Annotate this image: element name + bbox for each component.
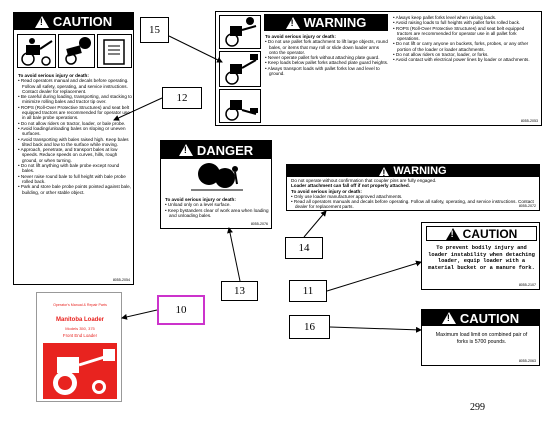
decal-danger-header: ! DANGER — [161, 141, 271, 159]
decal-part-number: 8055-2053 — [520, 119, 538, 123]
list-item: • Do not allow riders on tractor, loader, or forks. — [393, 52, 539, 57]
callout-12: 12 — [162, 87, 202, 109]
decal-coupler-header: ! WARNING — [287, 165, 539, 177]
manual-top-text: Operator's Manual & Repair Parts — [53, 303, 107, 307]
decal-part-number: 8055-2054 — [112, 278, 130, 282]
callout-14: 14 — [285, 237, 323, 259]
list-item: • Do not lift anything with bale probe except round bales. — [18, 163, 132, 174]
list-item: • Keep bystanders clear of work area when loading and unloading bales. — [165, 208, 269, 219]
list-item: • Do not allow riders on tractor, loader, or bale probe. — [18, 121, 132, 126]
list-item: • Read all operators manuals and decals before operating. Follow all safety, operating, and service instructions. Contact dealer for replacement parts. — [291, 199, 537, 210]
manual-model: Models 350, 375 — [65, 326, 95, 331]
list-item: • Avoid loading/unloading bales on sloping or uneven surfaces. — [18, 126, 132, 137]
list-item: • Park and store bale probe points pointed against bale, building, or other stable object. — [18, 184, 132, 195]
list-item: • ROPS (Roll-Over Protective Structures) and seat belt equipped tractors are recommended for operator use in all bale probe operations. — [18, 105, 132, 121]
decal-caution-body: Maximum load limit on combined pair of forks is 5700 pounds. — [435, 332, 528, 345]
decal-part-number: 8055-2063 — [518, 359, 536, 363]
decal-caution-body: To prevent bodily injury and loader instability when detaching loader, equip loader with a material bucket or a manure fork. — [428, 245, 535, 271]
list-item: • Always keep pallet forks level when raising loads. — [393, 15, 539, 20]
list-item: • Keep loads below pallet forks attached plate guard heights. — [265, 60, 389, 65]
decal-caution-text: To avoid serious injury or death: • Read operators manual and decals before operating. Follow all safety, operating, and service instructions. Contact dealer for replacement. • Be careful during loading, transporting, and stacking to minimize rolling bales and tractor tip over. • ROPS (Roll-Over Protective Structures) and seat belt equipped tractors are recommended for operator use in all bale probe operations. • Do not allow riders on tractor, loader, or bale probe. • Avoid loading/unloading bales on sloping or uneven surfaces. • Avoid transporting with bales raised high. Keep bales tilted back and low to the surface while moving. • Approach, penetrate, and transport bales at low speeds. Reduce speeds on curves, hills, rough ground, or when turning. • Do not lift anything with bale probe except round bales. • Never raise round bale to full height with bale probe rolled back. • Park and store bale probe points pointed against bale, building, or other stable object. — [18, 73, 132, 195]
decal-part-number: 8055-2107 — [518, 283, 536, 287]
decal-part-number: 8055-2072 — [518, 204, 536, 208]
callout-10: 10 — [157, 295, 205, 325]
list-item: • Read operators manual and decals before operating. Follow all safety, operating, and service instructions. Contact dealer for replacement. — [18, 78, 132, 94]
decal-warning-header: ! WARNING — [264, 14, 388, 31]
list-item: • Do not use pallet fork attachment to lift large objects, round bales, or items that may roll or slide down loader arms onto the operator. — [265, 39, 389, 55]
list-item: • Do not lift or carry anyone on buckets, forks, probes, or any other portion of the loader or loader attachments. — [393, 41, 539, 52]
list-item: • Avoid transporting with bales raised high. Keep bales tilted back and low to the surface while moving. — [18, 137, 132, 148]
callout-15: 15 — [140, 17, 169, 43]
list-item: • Unload only on a level surface. — [165, 202, 269, 207]
list-item: • Approach, penetrate, and transport bales at low speeds. Reduce speeds on curves, hills, rough ground, or when turning. — [18, 147, 132, 163]
page-number: 299 — [470, 402, 485, 413]
decal-coupler-text: Do not operate without confirmation that coupler pins are fully engaged. Loader attachment can fall off if not properly attached. To avoid serious injury or death: • Only use loader manufacturer approved attachments. • Read all operators manuals and decals before operating. Follow all safety, operating, and service instructions. Contact dealer for replacement parts. — [291, 178, 537, 210]
decal-warning-text-left: To avoid serious injury or death: • Do not use pallet fork attachment to lift large objects, round bales, or items that may roll or slide down loader arms onto the operator. • Never operate pallet fork without attaching plate guard. • Keep loads below pallet forks attached plate guard heights. • Always transport loads with pallet forks low and level to ground. — [265, 34, 389, 76]
manual-subtitle: Front End Loader — [62, 333, 98, 338]
callout-16: 16 — [289, 315, 330, 339]
decal-part-number: 8055-2076 — [250, 222, 268, 226]
list-item: • Avoid raising loads to full heights with pallet forks rolled back. — [393, 20, 539, 25]
decal-caution-header: ! CAUTION — [422, 310, 539, 326]
decal-caution-header: ! CAUTION — [426, 226, 537, 241]
list-item: • Be careful during loading, transporting, and stacking to minimize rolling bales and tractor tip over. — [18, 94, 132, 105]
manual-title: Manitoba Loader — [55, 317, 104, 323]
decal-caution-header: ! CAUTION — [14, 13, 133, 30]
callout-11: 11 — [289, 280, 327, 302]
list-item: • Only use loader manufacturer approved attachments. — [291, 194, 537, 199]
callout-13: 13 — [221, 281, 258, 301]
list-item: • Never raise round bale to full height with bale probe rolled back. — [18, 174, 132, 185]
list-item: • ROPS (Roll-Over Protective Structures) and seat belt equipped tractors are recommended for operator use in all pallet fork operations. — [393, 26, 539, 42]
list-item: • Avoid contact with electrical power lines by loader or attachments. — [393, 57, 539, 62]
list-item: • Never operate pallet fork without attaching plate guard. — [265, 55, 389, 60]
list-item: • Always transport loads with pallet forks low and level to ground. — [265, 66, 389, 77]
decal-danger-text: To avoid serious injury or death: • Unload only on a level surface. • Keep bystanders clear of work area when loading and unloading bales. — [165, 197, 269, 218]
